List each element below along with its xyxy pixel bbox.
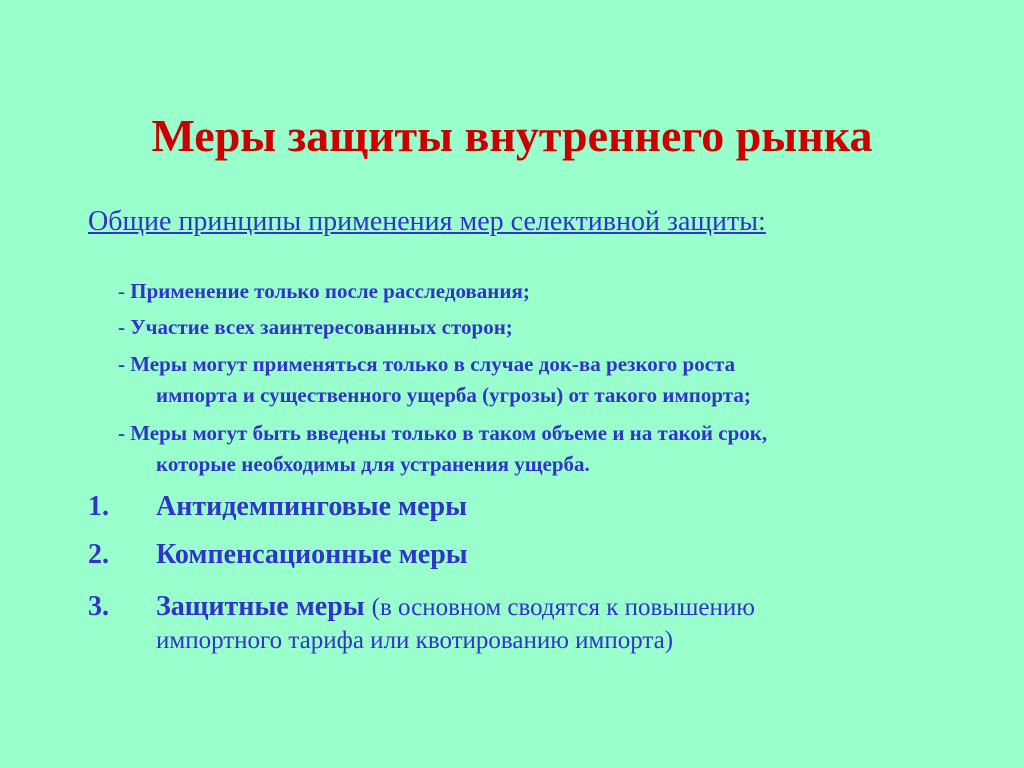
list-number: 1.	[88, 491, 109, 522]
bullet-dash: -	[118, 279, 131, 303]
bullet-item	[118, 349, 751, 411]
list-item-countervailing: Компенсационные меры	[156, 539, 468, 570]
bullet-dash: -	[118, 352, 131, 376]
bullet-item	[118, 276, 530, 307]
bullet-dash: -	[118, 315, 131, 339]
list-item-note-line1: (в основном сводятся к повышению	[371, 594, 755, 621]
list-item-antidumping: Антидемпинговые меры	[156, 491, 467, 522]
bullet-item	[118, 418, 767, 480]
bullet-text: Участие всех заинтересованных сторон;	[130, 315, 513, 339]
list-item-text: Защитные меры	[156, 591, 372, 622]
slide-title: Меры защиты внутреннего рынка	[151, 110, 873, 161]
bullet-text: Применение только после расследования;	[130, 279, 530, 303]
bullet-item	[118, 312, 513, 343]
bullet-text-line1: Меры могут применяться только в случае док-ва резкого роста	[130, 352, 736, 376]
list-number: 2.	[88, 539, 109, 570]
bullet-dash: -	[118, 421, 131, 445]
list-item-note-line2: импортного тарифа или квотированию импорта)	[156, 627, 674, 654]
list-item-safeguard	[156, 590, 755, 625]
list-number: 3.	[88, 591, 109, 622]
principles-heading: Общие принципы применения мер селективной защиты:	[88, 206, 766, 237]
bullet-text-line1: Меры могут быть введены только в таком объеме и на такой срок,	[130, 421, 768, 445]
bullet-text-line2: которые необходимы для устранения ущерба.	[156, 452, 590, 476]
bullet-text-line2: импорта и существенного ущерба (угрозы) от такого импорта;	[156, 383, 751, 407]
